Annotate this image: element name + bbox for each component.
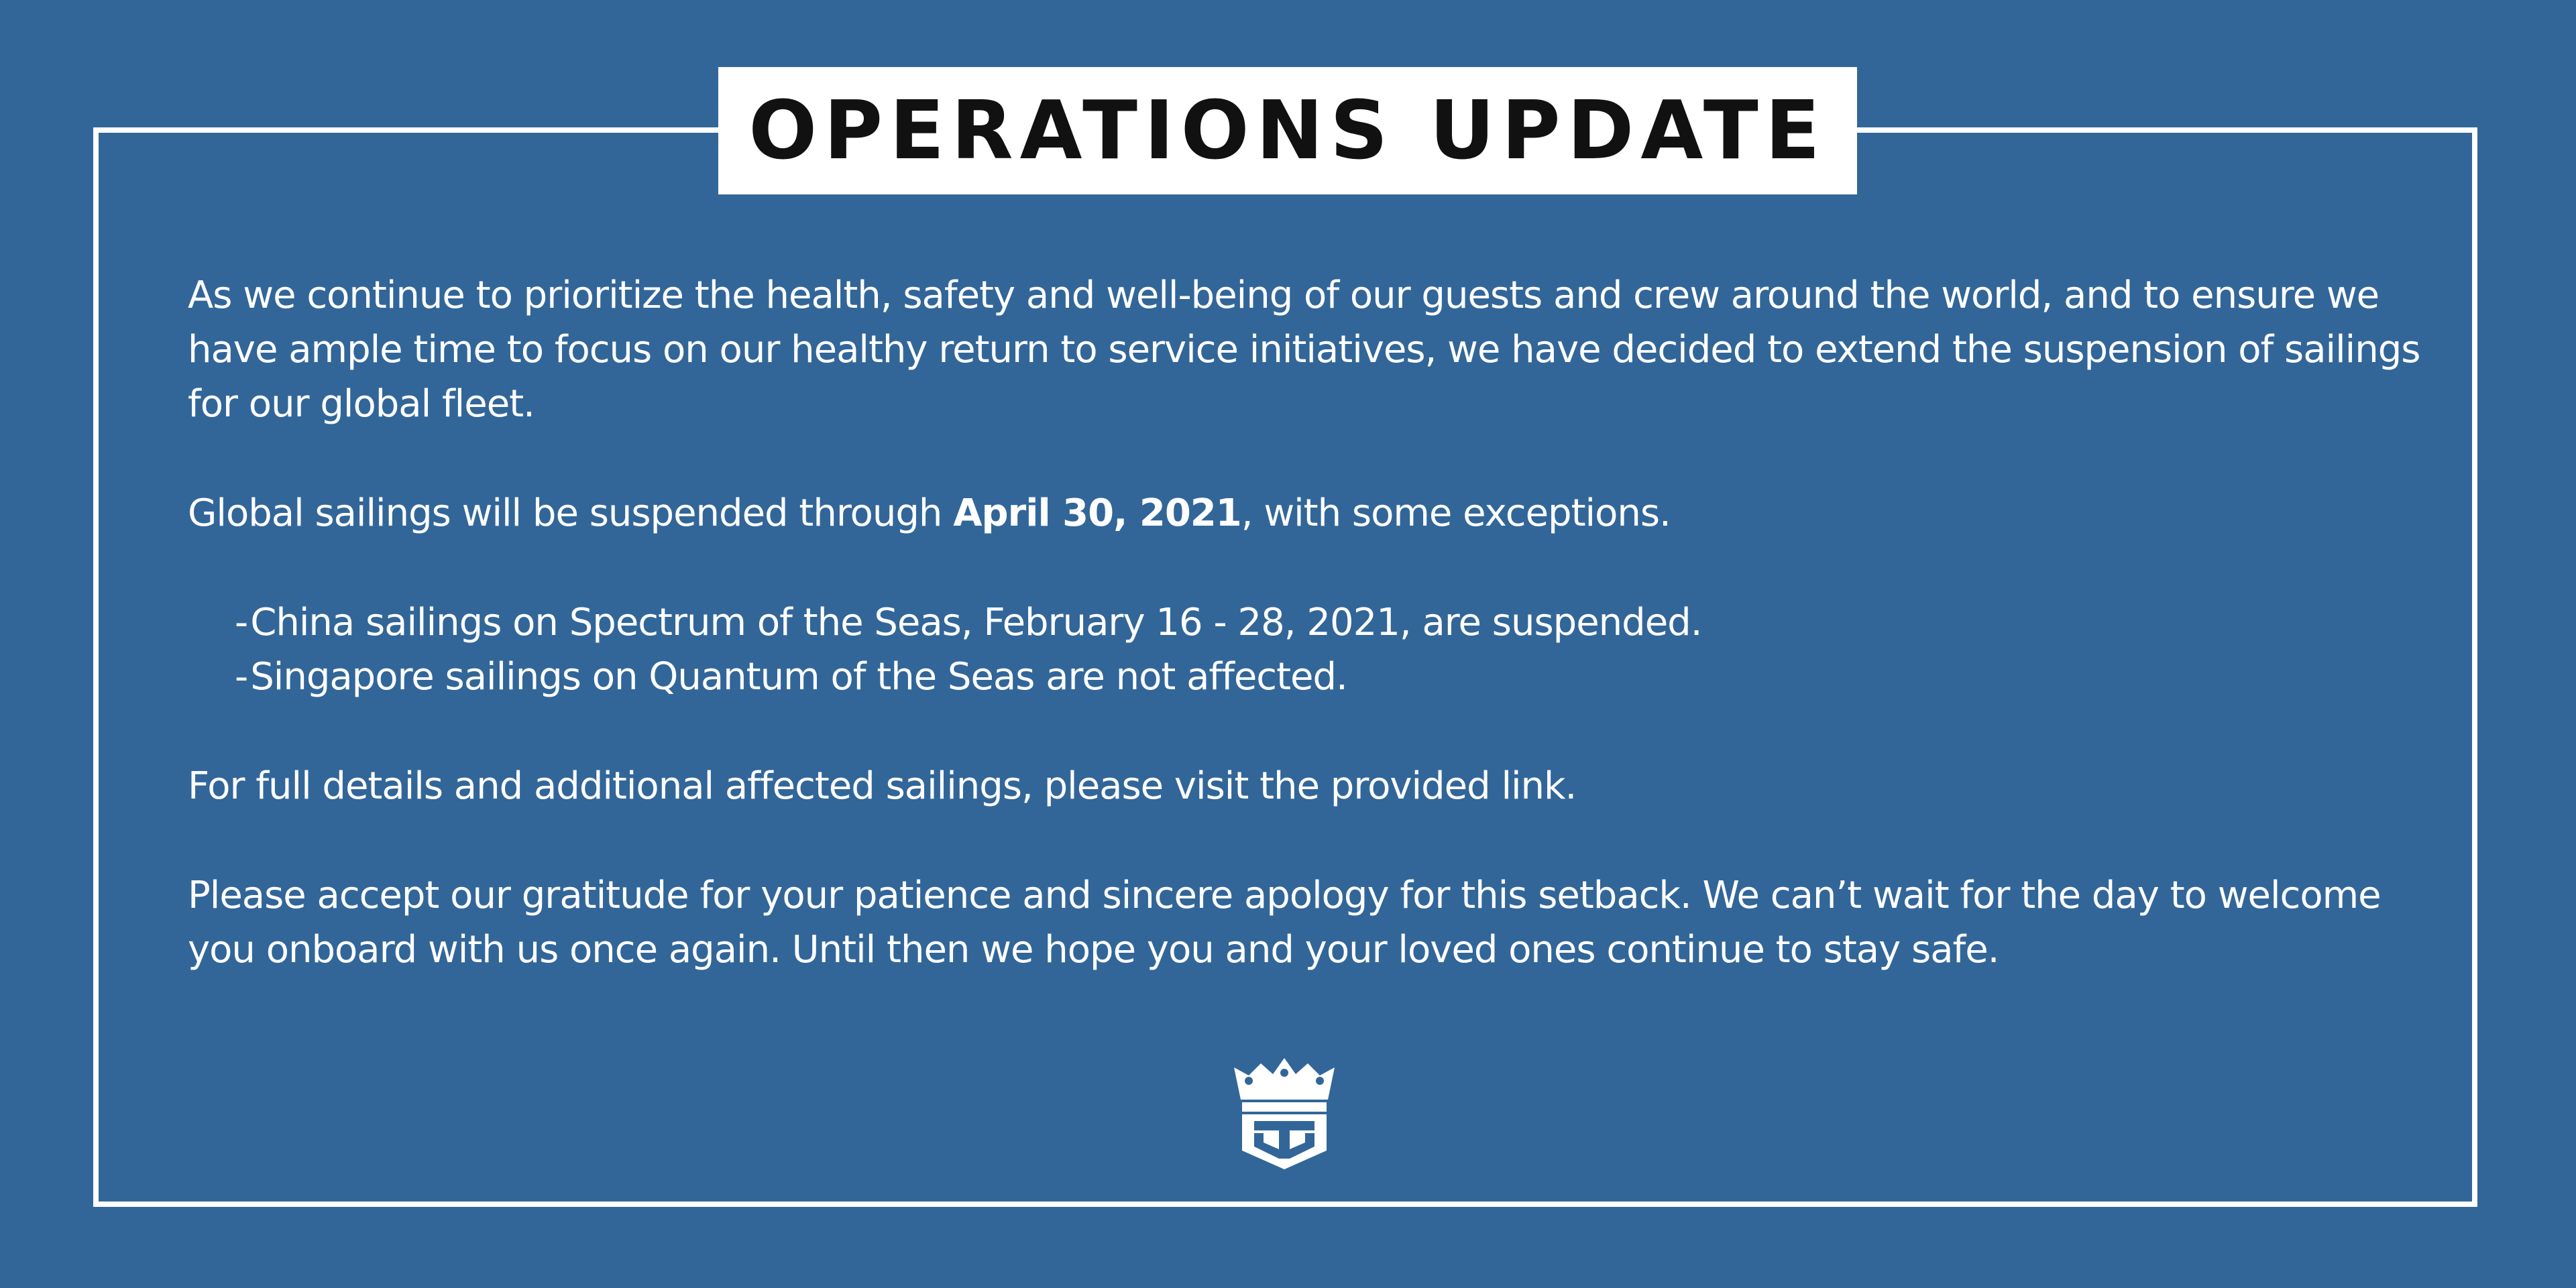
exceptions-list: [188, 595, 2421, 704]
suspension-date: April 30, 2021: [953, 491, 1241, 535]
closing-paragraph: Please accept our gratitude for your patience and sincere apology for this setback. We can’t wait for the day to welcome you onboard with us once again. Until then we hope you and your loved ones continue to stay safe.: [188, 874, 2381, 972]
title-banner: [718, 67, 1857, 194]
intro-paragraph: As we continue to prioritize the health, safety and well-being of our guests and crew around the world, and to ensure we have ample time to focus on our healthy return to service initiatives, we have decided to extend the suspension of sailings for our global fleet.: [188, 274, 2420, 426]
suspension-prefix: Global sailings will be suspended through: [188, 491, 954, 535]
suspension-suffix: , with some exceptions.: [1241, 491, 1671, 535]
crown-anchor-icon: [1234, 1058, 1335, 1169]
list-item: -Singapore sailings on Quantum of the Seas are not affected.: [235, 655, 1347, 699]
suspension-paragraph: [188, 486, 2421, 540]
page-title: OPERATIONS UPDATE: [748, 84, 1827, 178]
list-item: -China sailings on Spectrum of the Seas, February 16 - 28, 2021, are suspended.: [235, 601, 1702, 644]
details-paragraph: For full details and additional affected sailings, please visit the provided link.: [188, 764, 1577, 808]
announcement-body: [188, 268, 2421, 977]
